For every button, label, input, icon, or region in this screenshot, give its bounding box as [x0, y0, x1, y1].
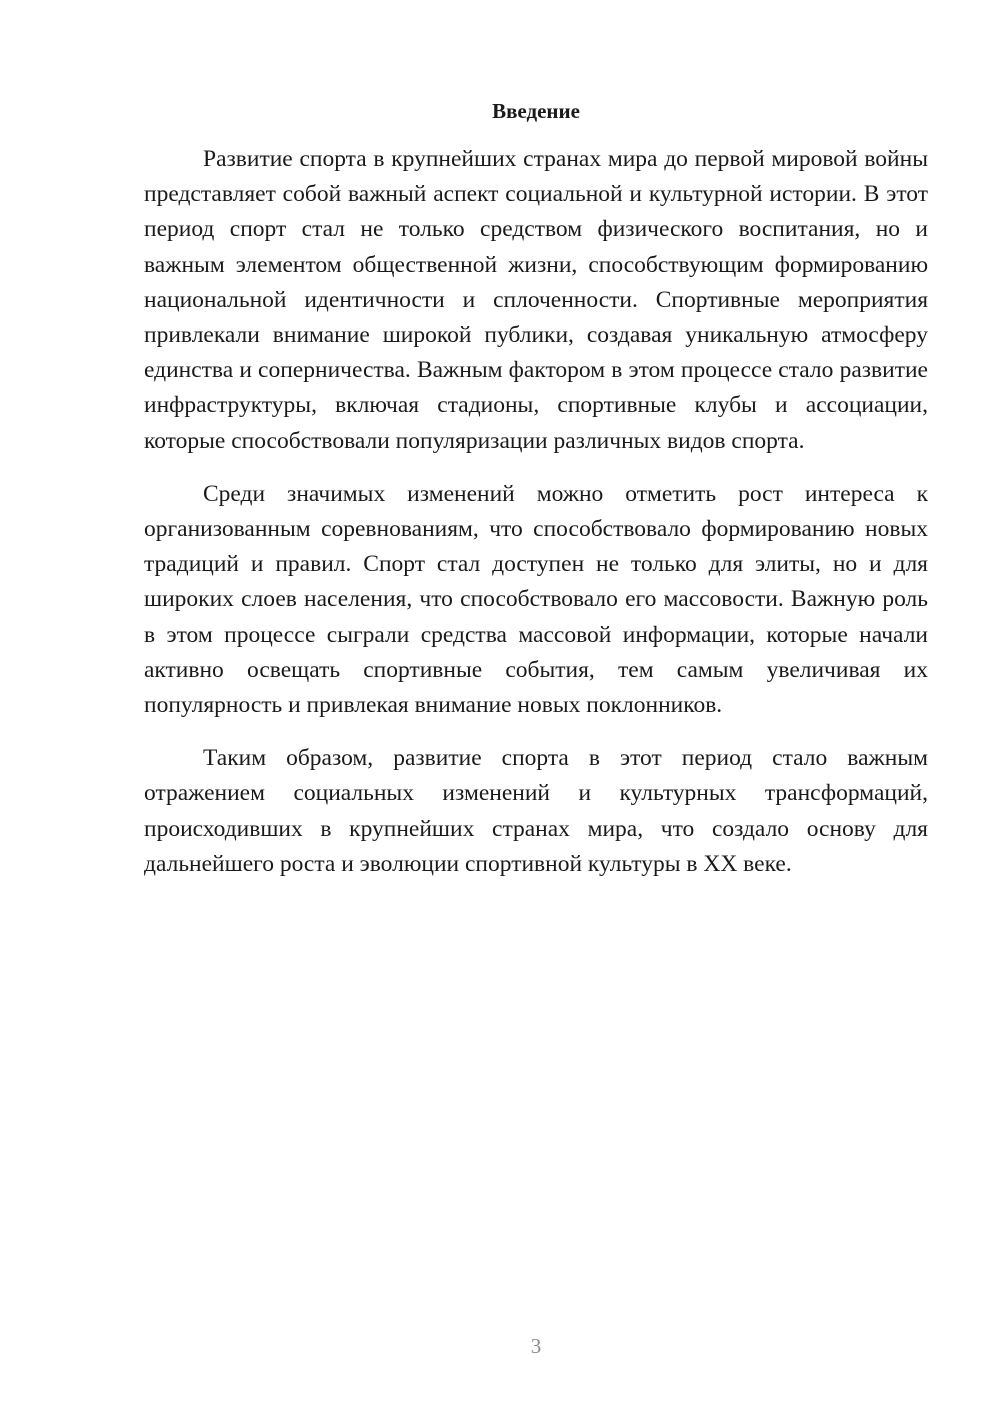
body-text [144, 142, 928, 900]
paragraph-1: Развитие спорта в крупнейших странах мира до первой мировой войны представляет собой важный аспект социальной и культурной истории. В этот период спорт стал не только средством физического воспитания, но и важным элементом общественной жизни, способствующим формированию национальной идентичности и сплоченности. Спортивные мероприятия привлекали внимание широкой публики, создавая уникальную атмосферу единства и соперничества. Важным фактором в этом процессе стало развитие инфраструктуры, включая стадионы, спортивные клубы и ассоциации, которые способствовали популяризации различных видов спорта. [144, 146, 928, 454]
paragraph-3: Таким образом, развитие спорта в этот период стало важным отражением социальных изменений и культурных трансформаций, происходивших в крупнейших странах мира, что создало основу для дальнейшего роста и эволюции спортивной культуры в XX веке. [144, 745, 928, 877]
paragraph-2: Среди значимых изменений можно отметить рост интереса к организованным соревнованиям, что способствовало формированию новых традиций и правил. Спорт стал доступен не только для элиты, но и для широких слоев населения, что способствовало его массовости. Важную роль в этом процессе сыграли средства массовой информации, которые начали активно освещать спортивные события, тем самым увеличивая их популярность и привлекая внимание новых поклонников. [144, 480, 928, 719]
page-number: 3 [530, 1334, 542, 1358]
section-heading: Введение [492, 99, 580, 123]
